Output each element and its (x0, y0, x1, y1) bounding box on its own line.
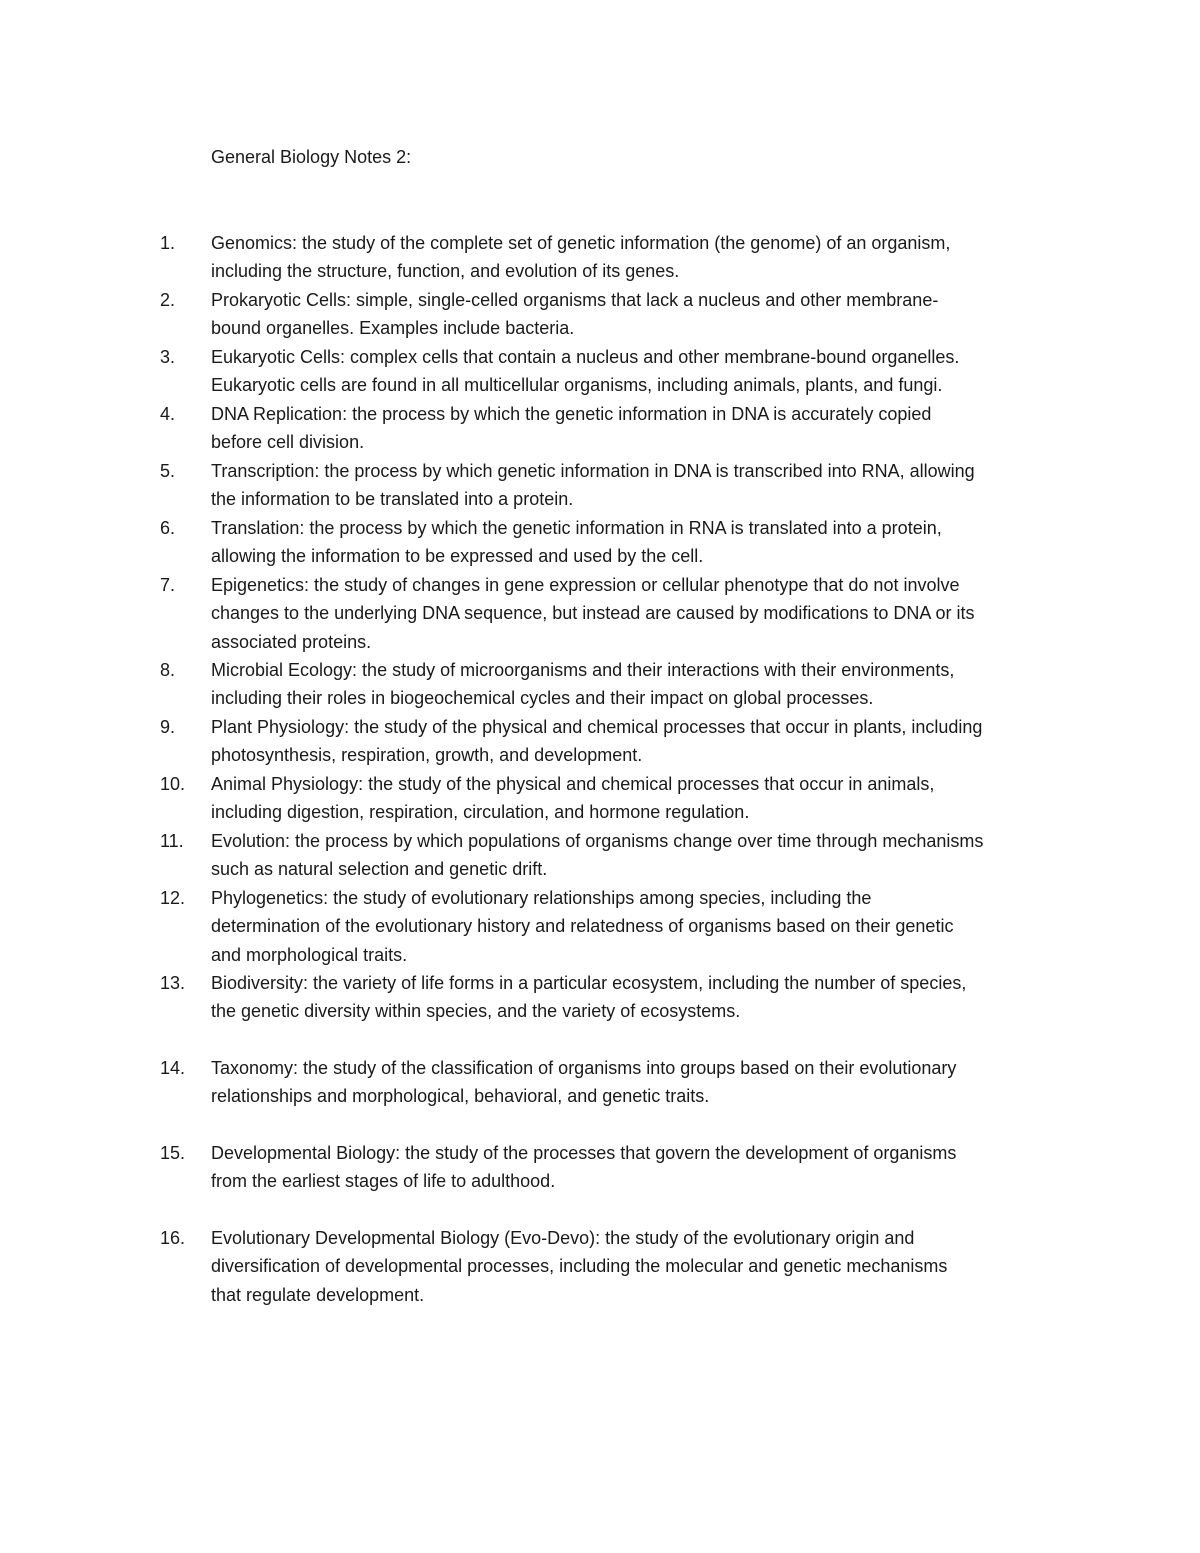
list-item-number: 16. (160, 1228, 186, 1248)
list-item-line: including their roles in biogeochemical cycles and their impact on global processes. (211, 688, 874, 709)
list-item-line: and morphological traits. (211, 944, 408, 965)
list-item-text (211, 229, 1111, 286)
list-item-line: including digestion, respiration, circulation, and hormone regulation. (211, 802, 750, 823)
list-item-text (211, 827, 1111, 884)
list-item-number: 15. (160, 1143, 186, 1163)
list-item-line: Microbial Ecology: the study of microorganisms and their interactions with their environments, (211, 660, 955, 680)
list-item-line: from the earliest stages of life to adulthood. (211, 1171, 556, 1192)
list-item-line: photosynthesis, respiration, growth, and development. (211, 745, 643, 766)
list-item-line: Transcription: the process by which genetic information in DNA is transcribed into RNA, allowing (211, 461, 975, 481)
list-item-line: Prokaryotic Cells: simple, single-celled organisms that lack a nucleus and other membrane- (211, 290, 939, 310)
list-item-text (211, 770, 1111, 827)
list-item-number: 4. (160, 404, 176, 424)
list-item-number: 6. (160, 518, 176, 538)
list-item-line: determination of the evolutionary history and relatedness of organisms based on their genetic (211, 916, 954, 937)
list-item-line: Animal Physiology: the study of the physical and chemical processes that occur in animals, (211, 774, 935, 794)
list-item-number: 11. (160, 831, 184, 851)
list-item-line: diversification of developmental processes, including the molecular and genetic mechanisms (211, 1256, 948, 1277)
list-item-line: associated proteins. (211, 631, 372, 652)
list-item-line: Eukaryotic cells are found in all multicellular organisms, including animals, plants, and fungi. (211, 375, 943, 396)
list-item-text (211, 286, 1111, 343)
list-item-text (211, 343, 1111, 400)
list-item-text (211, 713, 1111, 770)
list-item-line: Translation: the process by which the genetic information in RNA is translated into a protein, (211, 518, 942, 538)
list-item-line: Biodiversity: the variety of life forms in a particular ecosystem, including the number of species, (211, 973, 967, 993)
list-item-number: 14. (160, 1058, 186, 1078)
list-item-text (211, 1054, 1111, 1111)
list-item-line: bound organelles. Examples include bacteria. (211, 318, 575, 339)
list-item-number: 3. (160, 347, 176, 367)
list-item-text (211, 1224, 1111, 1309)
list-item-line: the genetic diversity within species, and the variety of ecosystems. (211, 1001, 741, 1022)
list-item-number: 9. (160, 717, 176, 737)
list-item-line: Developmental Biology: the study of the processes that govern the development of organisms (211, 1143, 957, 1163)
list-item-line: Taxonomy: the study of the classification of organisms into groups based on their evolutionary (211, 1058, 957, 1078)
list-item-text (211, 571, 1111, 656)
list-item-number: 13. (160, 973, 186, 993)
list-item-number: 1. (160, 233, 176, 253)
list-item-line: Genomics: the study of the complete set of genetic information (the genome) of an organism, (211, 233, 951, 253)
list-item-line: Evolutionary Developmental Biology (Evo-Devo): the study of the evolutionary origin and (211, 1228, 915, 1248)
list-item-number: 8. (160, 660, 176, 680)
list-item-line: DNA Replication: the process by which the genetic information in DNA is accurately copied (211, 404, 932, 424)
list-item-line: Phylogenetics: the study of evolutionary relationships among species, including the (211, 888, 872, 908)
list-item-number: 12. (160, 888, 186, 908)
list-item-line: Eukaryotic Cells: complex cells that contain a nucleus and other membrane-bound organelles. (211, 347, 960, 367)
list-item-line: that regulate development. (211, 1284, 425, 1305)
list-item-line: changes to the underlying DNA sequence, but instead are caused by modifications to DNA or its (211, 603, 975, 624)
list-item-line: Epigenetics: the study of changes in gene expression or cellular phenotype that do not involve (211, 575, 960, 595)
list-item-number: 5. (160, 461, 176, 481)
list-item-line: relationships and morphological, behavioral, and genetic traits. (211, 1086, 710, 1107)
list-item-text (211, 457, 1111, 514)
list-item-number: 10. (160, 774, 186, 794)
list-item-text (211, 656, 1111, 713)
list-item-line: Evolution: the process by which populations of organisms change over time through mechanisms (211, 831, 984, 851)
list-item-text (211, 400, 1111, 457)
list-item-line: including the structure, function, and evolution of its genes. (211, 261, 680, 282)
list-item-text (211, 1139, 1111, 1196)
list-item-line: the information to be translated into a protein. (211, 489, 574, 510)
list-item-number: 2. (160, 290, 176, 310)
list-item-number: 7. (160, 575, 176, 595)
list-item-text (211, 884, 1111, 969)
list-item-line: allowing the information to be expressed and used by the cell. (211, 546, 704, 567)
list-item-text (211, 969, 1111, 1026)
list-item-text (211, 514, 1111, 571)
list-item-line: such as natural selection and genetic drift. (211, 859, 548, 880)
document-title: General Biology Notes 2: (211, 147, 412, 167)
list-item-line: before cell division. (211, 432, 365, 453)
list-item-line: Plant Physiology: the study of the physical and chemical processes that occur in plants, including (211, 717, 983, 737)
